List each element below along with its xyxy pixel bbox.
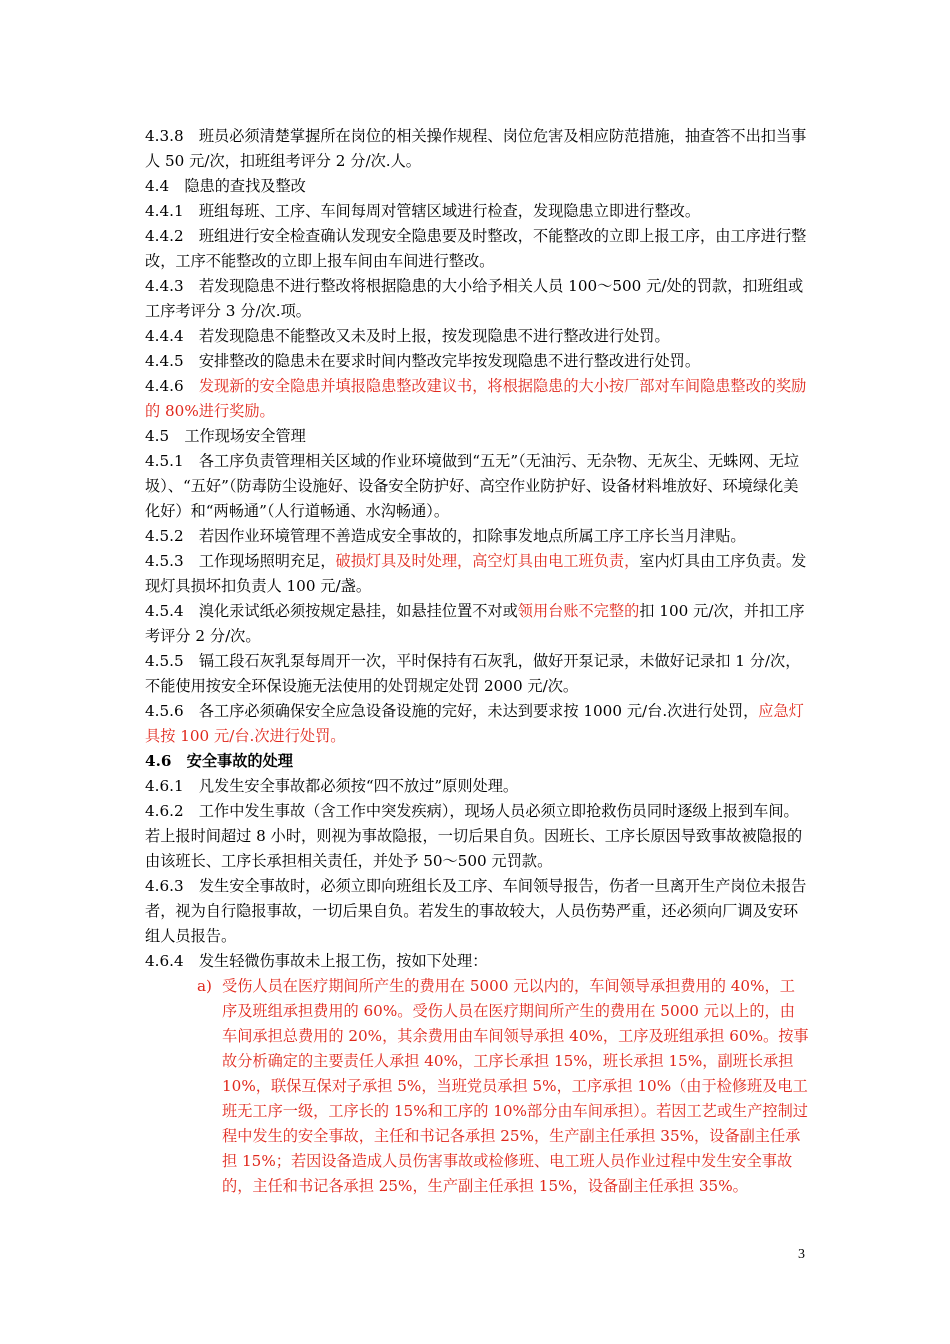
paragraph-text: 班组进行安全检查确认发现安全隐患要及时整改，不能整改的立即上报工序，由工序进行整改，工序不能整改的立即上报车间由车间进行整改。 (145, 227, 807, 270)
section-number: 4.3.8 (145, 127, 184, 145)
list-item-a-label: a) (197, 977, 212, 995)
paragraph-4-6 (145, 749, 810, 774)
paragraph-text: 班组每班、工序、车间每周对管辖区域进行检查，发现隐患立即进行整改。 (198, 202, 701, 220)
paragraph-text: 发生安全事故时，必须立即向班组长及工序、车间领导报告，伤者一旦离开生产岗位未报告者，视为自行隐报事故，一切后果自负。若发生的事故较大，人员伤势严重，还必须向厂调及安环组人员报告。 (145, 877, 807, 945)
section-number: 4.4 (145, 177, 170, 195)
paragraph-text: 工作现场照明充足， (198, 552, 336, 570)
paragraph-text: 若因作业环境管理不善造成安全事故的，扣除事发地点所属工序工序长当月津贴。 (198, 527, 746, 545)
paragraph-4-4-1 (145, 199, 810, 224)
paragraph-4-6-2 (145, 799, 810, 874)
paragraph-text: 扣 100 元/次，并扣工序考评分 2 分/次。 (145, 602, 805, 645)
paragraph-4-3-8 (145, 124, 810, 174)
list-item-a (145, 974, 810, 1199)
paragraph-text: 隐患的查找及整改 (184, 177, 306, 195)
paragraph-text: 镉工段石灰乳泵每周开一次，平时保持有石灰乳，做好开泵记录，未做好记录扣 1 分/次，不能使用按安全环保设施无法使用的处罚规定处罚 2000 元/次。 (145, 652, 801, 695)
section-number: 4.4.4 (145, 327, 184, 345)
section-number: 4.5.2 (145, 527, 184, 545)
paragraph-4-5-2 (145, 524, 810, 549)
paragraph-text: 工作现场安全管理 (184, 427, 306, 445)
section-number: 4.4.6 (145, 377, 184, 395)
highlighted-text: 应急灯具按 100 元/台.次进行处罚。 (145, 702, 804, 745)
paragraph-text: 班员必须清楚掌握所在岗位的相关操作规程、岗位危害及相应防范措施，抽查答不出扣当事人 50 元/次，扣班组考评分 2 分/次.人。 (145, 127, 807, 170)
paragraph-text: 若发现隐患不进行整改将根据隐患的大小给予相关人员 100～500 元/处的罚款，扣班组或工序考评分 3 分/次.项。 (145, 277, 804, 320)
paragraph-4-5-6 (145, 699, 810, 749)
section-number: 4.6.3 (145, 877, 184, 895)
list-item-a-text: 受伤人员在医疗期间所产生的费用在 5000 元以内的，车间领导承担费用的 40%，工序及班组承担费用的 60%。受伤人员在医疗期间所产生的费用在 5000 元以上的，由车间承担总费用的 20%，其余费用由车间领导承担 40%，工序及班组承担 60%。按事故分析确定的主要责任人承担 40%，工序长承担 15%，班长承担 15%，副班长承担 10%，联保互保对子承担 5%，当班党员承担 5%，工序承担 10%（由于检修班及电工班无工序一级，工序长的 15%和工序的 10%部分由车间承担）。若因工艺或生产控制过程中发生的安全事故，主任和书记各承担 25%，生产副主任承担 35%，设备副主任承担 15%；若因设备造成人员伤害事故或检修班、电工班人员作业过程中发生安全事故的，主任和书记各承担 25%，生产副主任承担 15%，设备副主任承担 35%。 (222, 977, 809, 1195)
section-number: 4.6 (145, 752, 172, 770)
paragraph-4-6-4 (145, 949, 810, 974)
paragraph-4-4-4 (145, 324, 810, 349)
paragraph-4-4-6 (145, 374, 810, 424)
page-number: 3 (798, 1247, 805, 1262)
paragraph-text: 发生轻微伤事故未上报工伤，按如下处理： (198, 952, 488, 970)
section-number: 4.5.4 (145, 602, 184, 620)
section-number: 4.5.1 (145, 452, 184, 470)
paragraph-text: 室内灯具由工序负责。发现灯具损坏扣负责人 100 元/盏。 (145, 552, 807, 595)
section-number: 4.5.6 (145, 702, 184, 720)
section-number: 4.6.4 (145, 952, 184, 970)
paragraph-4-4-3 (145, 274, 810, 324)
section-number: 4.5.3 (145, 552, 184, 570)
paragraph-4-5-1 (145, 449, 810, 524)
section-number: 4.4.1 (145, 202, 184, 220)
paragraph-4-5-3 (145, 549, 810, 599)
paragraph-4-5 (145, 424, 810, 449)
highlighted-text: 领用台账不完整的 (517, 602, 640, 620)
paragraph-4-5-4 (145, 599, 810, 649)
paragraph-4-6-1 (145, 774, 810, 799)
paragraph-4-4 (145, 174, 810, 199)
highlighted-text: 破损灯具及时处理，高空灯具由电工班负责， (335, 552, 640, 570)
highlighted-text: 发现新的安全隐患并填报隐患整改建议书，将根据隐患的大小按厂部对车间隐患整改的奖励的 80%进行奖励。 (145, 377, 807, 420)
paragraph-text: 安全事故的处理 (186, 752, 293, 770)
section-number: 4.4.2 (145, 227, 184, 245)
paragraph-text: 溴化汞试纸必须按规定悬挂，如悬挂位置不对或 (198, 602, 518, 620)
paragraph-4-5-5 (145, 649, 810, 699)
section-number: 4.6.2 (145, 802, 184, 820)
paragraph-list (145, 124, 810, 974)
paragraph-text: 安排整改的隐患未在要求时间内整改完毕按发现隐患不进行整改进行处罚。 (198, 352, 701, 370)
section-number: 4.4.3 (145, 277, 184, 295)
paragraph-text: 各工序负责管理相关区域的作业环境做到“五无”（无油污、无杂物、无灰尘、无蛛网、无垃圾）、“五好”（防毒防尘设施好、设备安全防护好、高空作业防护好、设备材料堆放好、环境绿化美化好）和“两畅通”（人行道畅通、水沟畅通）。 (145, 452, 800, 520)
paragraph-4-6-3 (145, 874, 810, 949)
paragraph-text: 工作中发生事故（含工作中突发疾病），现场人员必须立即抢救伤员同时逐级上报到车间。若上报时间超过 8 小时，则视为事故隐报，一切后果自负。因班长、工序长原因导致事故被隐报的由该班长、工序长承担相关责任，并处予 50～500 元罚款。 (145, 802, 803, 870)
paragraph-4-4-2 (145, 224, 810, 274)
section-number: 4.5.5 (145, 652, 184, 670)
section-number: 4.4.5 (145, 352, 184, 370)
document-body (145, 124, 810, 1199)
paragraph-text: 各工序必须确保安全应急设备设施的完好，未达到要求按 1000 元/台.次进行处罚， (198, 702, 759, 720)
paragraph-text: 凡发生安全事故都必须按“四不放过”原则处理。 (198, 777, 519, 795)
paragraph-text: 若发现隐患不能整改又未及时上报，按发现隐患不进行整改进行处罚。 (198, 327, 670, 345)
paragraph-4-4-5 (145, 349, 810, 374)
section-number: 4.6.1 (145, 777, 184, 795)
section-number: 4.5 (145, 427, 170, 445)
